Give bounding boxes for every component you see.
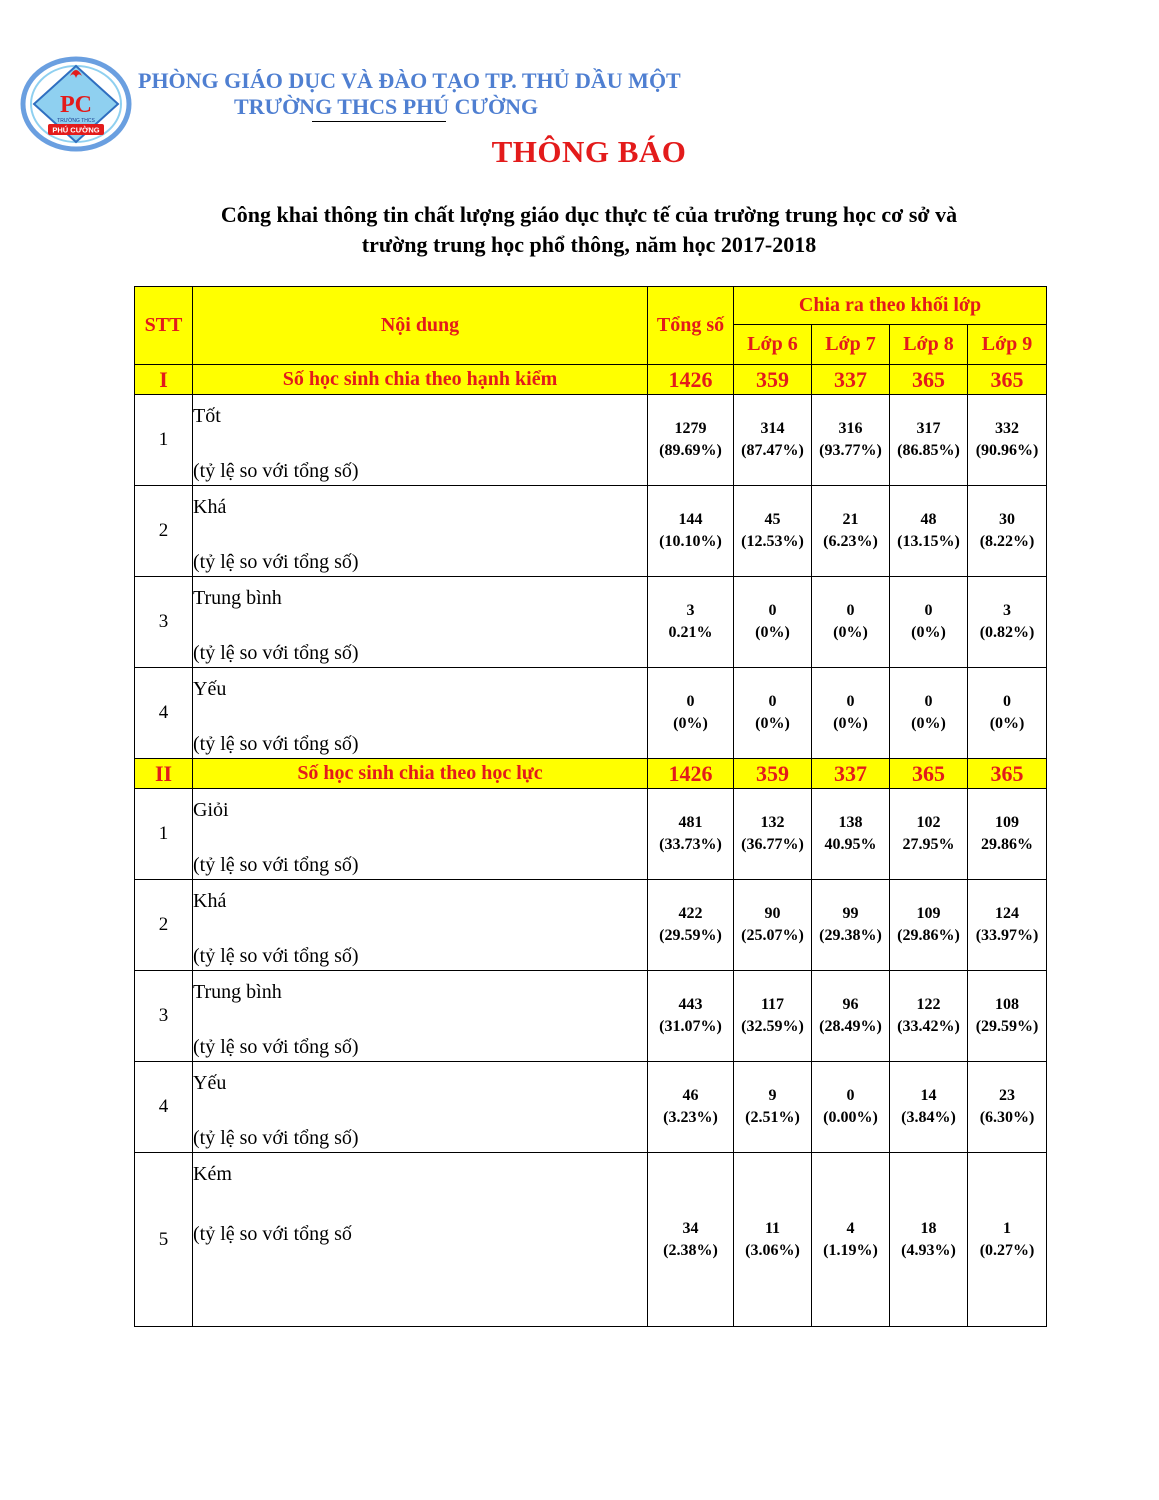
table-row: [135, 668, 1047, 759]
row-note: (tỷ lệ so với tổng số): [193, 733, 359, 755]
value-cell: [812, 880, 890, 971]
value-cell: [890, 486, 968, 577]
value-cell: [890, 395, 968, 486]
value-percent: (12.53%): [741, 533, 804, 550]
value-count: 96: [842, 996, 859, 1013]
value-percent: (29.59%): [975, 1018, 1039, 1035]
value-count: 314: [760, 420, 785, 437]
notice-subtitle: [0, 200, 1159, 260]
value-cell: [812, 668, 890, 759]
value-count: 132: [760, 814, 785, 831]
section-total: 1426: [648, 759, 734, 789]
quality-report-table: [134, 286, 1047, 1327]
value-cell: [812, 789, 890, 880]
value-percent: (0.27%): [979, 1241, 1035, 1259]
value-percent: (3.23%): [663, 1109, 718, 1126]
school-name-underline: [312, 121, 446, 122]
value-percent: 27.95%: [902, 836, 955, 853]
value-cell: [968, 395, 1047, 486]
logo-small-text: TRƯỜNG THCS: [57, 118, 95, 124]
value-count: 0: [846, 1087, 855, 1104]
section-total: 365: [890, 759, 968, 789]
value-percent: (3.06%): [745, 1241, 800, 1259]
table-row: [135, 971, 1047, 1062]
value-count: 34: [682, 1219, 699, 1237]
value-count: 23: [999, 1087, 1016, 1104]
row-category: Kém: [193, 1163, 232, 1185]
row-number: 1: [135, 789, 193, 880]
value-percent: (36.77%): [741, 836, 804, 853]
value-cell: [734, 789, 812, 880]
value-cell: [648, 971, 734, 1062]
value-cell: [648, 486, 734, 577]
notice-title: THÔNG BÁO: [491, 134, 687, 169]
value-cell: [812, 577, 890, 668]
value-percent: (0.00%): [823, 1109, 878, 1126]
row-content: [193, 486, 648, 577]
value-cell: [648, 395, 734, 486]
table-row: [135, 1062, 1047, 1153]
value-count: 3: [1003, 602, 1012, 619]
section-total: 337: [812, 365, 890, 395]
value-cell: [968, 1062, 1047, 1153]
value-percent: 29.86%: [981, 836, 1034, 853]
row-content: [193, 1062, 648, 1153]
table-row: [135, 395, 1047, 486]
value-count: 21: [842, 511, 859, 528]
row-category: Trung bình: [193, 981, 282, 1003]
value-count: 332: [995, 420, 1020, 437]
table-row: [135, 577, 1047, 668]
row-note: (tỷ lệ so với tổng số): [193, 642, 359, 664]
value-cell: [812, 1062, 890, 1153]
value-cell: [734, 486, 812, 577]
value-count: 0: [924, 602, 933, 619]
value-cell: [890, 577, 968, 668]
row-content: [193, 395, 648, 486]
section-total: 359: [734, 759, 812, 789]
value-percent: (89.69%): [659, 442, 722, 459]
value-percent: (8.22%): [979, 533, 1035, 550]
logo-initials: PC: [60, 92, 92, 118]
value-count: 481: [678, 814, 703, 831]
row-category: Tốt: [193, 405, 221, 427]
value-count: 102: [916, 814, 941, 831]
value-count: 1: [1003, 1219, 1012, 1237]
value-count: 0: [846, 693, 855, 710]
row-content: [193, 577, 648, 668]
section-number: II: [135, 759, 193, 789]
value-percent: (90.96%): [975, 442, 1039, 459]
academic-section: [135, 759, 1047, 1327]
subtitle-line-1: Công khai thông tin chất lượng giáo dục thực tế của trường trung học cơ sở và: [220, 202, 958, 227]
value-count: 0: [924, 693, 933, 710]
value-cell: [734, 1153, 812, 1327]
value-count: 18: [920, 1219, 937, 1237]
value-percent: (13.15%): [897, 533, 960, 550]
organization-name: [138, 68, 681, 120]
value-cell: [968, 486, 1047, 577]
header-grade: Lớp 8: [890, 325, 968, 365]
row-note: (tỷ lệ so với tổng số): [193, 1036, 359, 1058]
value-percent: (93.77%): [819, 442, 882, 459]
header-grade: Lớp 9: [968, 325, 1047, 365]
value-percent: (0%): [755, 715, 790, 732]
value-cell: [648, 1062, 734, 1153]
row-category: Giỏi: [193, 799, 229, 821]
value-count: 117: [760, 996, 785, 1013]
row-category: Yếu: [193, 1072, 227, 1094]
row-content: [193, 668, 648, 759]
header-stt: STT: [135, 287, 193, 365]
table-row: [135, 880, 1047, 971]
value-percent: (0%): [833, 624, 868, 641]
value-count: 443: [678, 996, 703, 1013]
value-cell: [812, 971, 890, 1062]
row-category: Khá: [193, 496, 227, 518]
value-count: 9: [768, 1087, 777, 1104]
value-count: 316: [838, 420, 863, 437]
value-count: 4: [846, 1219, 855, 1237]
table-row: [135, 486, 1047, 577]
value-count: 11: [764, 1219, 781, 1237]
value-count: 3: [686, 602, 695, 619]
value-percent: (28.49%): [819, 1018, 882, 1035]
table-row: [135, 1153, 1047, 1327]
value-cell: [812, 486, 890, 577]
value-cell: [890, 1153, 968, 1327]
value-percent: (29.38%): [819, 927, 882, 944]
table-row: [135, 789, 1047, 880]
value-percent: (29.86%): [897, 927, 960, 944]
row-category: Yếu: [193, 678, 227, 700]
value-cell: [648, 668, 734, 759]
header-total: Tổng số: [648, 287, 734, 365]
value-percent: (32.59%): [741, 1018, 804, 1035]
value-count: 90: [764, 905, 781, 922]
value-cell: [968, 1153, 1047, 1327]
value-cell: [890, 971, 968, 1062]
value-cell: [648, 577, 734, 668]
value-count: 422: [678, 905, 703, 922]
value-count: 109: [995, 814, 1020, 831]
section-total: 359: [734, 365, 812, 395]
value-cell: [734, 668, 812, 759]
row-note: (tỷ lệ so với tổng số): [193, 1127, 359, 1149]
section-total: 337: [812, 759, 890, 789]
value-count: 108: [995, 996, 1020, 1013]
row-content: [193, 789, 648, 880]
value-count: 0: [686, 693, 695, 710]
value-percent: (0.82%): [979, 624, 1035, 641]
row-note: (tỷ lệ so với tổng số): [193, 854, 359, 876]
value-percent: (25.07%): [741, 927, 804, 944]
row-content: [193, 880, 648, 971]
value-cell: [648, 1153, 734, 1327]
value-cell: [968, 789, 1047, 880]
value-cell: [734, 1062, 812, 1153]
section-total: 365: [968, 365, 1047, 395]
header-grade: Lớp 6: [734, 325, 812, 365]
value-count: 0: [846, 602, 855, 619]
value-percent: (4.93%): [901, 1241, 956, 1259]
value-percent: (86.85%): [897, 442, 960, 459]
value-percent: (6.30%): [979, 1109, 1035, 1126]
header-content: Nội dung: [193, 287, 648, 365]
value-count: 1279: [674, 420, 707, 437]
value-cell: [968, 577, 1047, 668]
row-note: (tỷ lệ so với tổng số): [193, 945, 359, 967]
logo-caption: PHÚ CƯỜNG: [52, 125, 100, 135]
section-label: Số học sinh chia theo học lực: [193, 759, 648, 789]
row-number: 4: [135, 668, 193, 759]
value-percent: (2.51%): [745, 1109, 800, 1126]
value-percent: (0%): [833, 715, 868, 732]
value-percent: (0%): [673, 715, 708, 732]
value-count: 0: [768, 602, 777, 619]
value-percent: (33.97%): [975, 927, 1039, 944]
value-cell: [734, 395, 812, 486]
value-count: 14: [920, 1087, 937, 1104]
value-percent: (0%): [755, 624, 790, 641]
header-grade-split: Chia ra theo khối lớp: [734, 287, 1047, 325]
row-number: 2: [135, 486, 193, 577]
department-name: PHÒNG GIÁO DỤC VÀ ĐÀO TẠO TP. THỦ DẦU MỘT: [138, 68, 681, 93]
section-number: I: [135, 365, 193, 395]
value-percent: (0%): [989, 715, 1025, 732]
row-content: [193, 1153, 648, 1327]
value-count: 317: [916, 420, 941, 437]
section-header-row: [135, 365, 1047, 395]
value-count: 144: [678, 511, 703, 528]
value-cell: [890, 880, 968, 971]
value-count: 0: [1003, 693, 1012, 710]
value-count: 45: [764, 511, 781, 528]
value-cell: [734, 880, 812, 971]
value-count: 138: [838, 814, 863, 831]
value-percent: 0.21%: [668, 624, 713, 641]
value-cell: [812, 395, 890, 486]
row-note: (tỷ lệ so với tổng số): [193, 460, 359, 482]
value-cell: [890, 1062, 968, 1153]
value-count: 109: [916, 905, 941, 922]
row-note: (tỷ lệ so với tổng số: [193, 1223, 352, 1245]
school-name: TRƯỜNG THCS PHÚ CƯỜNG: [234, 94, 539, 119]
section-total: 365: [968, 759, 1047, 789]
value-percent: (10.10%): [659, 533, 722, 550]
row-number: 3: [135, 971, 193, 1062]
conduct-section: [135, 365, 1047, 759]
value-percent: (29.59%): [659, 927, 722, 944]
section-label: Số học sinh chia theo hạnh kiểm: [193, 365, 648, 395]
value-cell: [890, 789, 968, 880]
value-count: 124: [995, 905, 1020, 922]
value-percent: (33.42%): [897, 1018, 960, 1035]
row-content: [193, 971, 648, 1062]
row-note: (tỷ lệ so với tổng số): [193, 551, 359, 573]
value-percent: (1.19%): [823, 1241, 878, 1259]
value-cell: [734, 971, 812, 1062]
row-number: 1: [135, 395, 193, 486]
section-header-row: [135, 759, 1047, 789]
value-cell: [734, 577, 812, 668]
value-count: 30: [999, 511, 1016, 528]
header-row: [135, 287, 1047, 325]
value-count: 46: [682, 1087, 699, 1104]
value-percent: 40.95%: [824, 836, 877, 853]
value-count: 48: [920, 511, 937, 528]
value-count: 122: [916, 996, 941, 1013]
value-cell: [648, 789, 734, 880]
value-percent: (2.38%): [663, 1241, 718, 1259]
value-cell: [968, 668, 1047, 759]
value-percent: (6.23%): [823, 533, 878, 550]
value-percent: (3.84%): [901, 1109, 956, 1126]
value-cell: [648, 880, 734, 971]
value-cell: [968, 971, 1047, 1062]
value-count: 99: [842, 905, 859, 922]
row-number: 4: [135, 1062, 193, 1153]
subtitle-line-2: trường trung học phổ thông, năm học 2017-2018: [361, 232, 817, 257]
section-total: 365: [890, 365, 968, 395]
value-percent: (87.47%): [741, 442, 804, 459]
value-cell: [812, 1153, 890, 1327]
header-grade: Lớp 7: [812, 325, 890, 365]
section-total: 1426: [648, 365, 734, 395]
value-percent: (33.73%): [659, 836, 722, 853]
value-percent: (0%): [911, 624, 946, 641]
value-percent: (31.07%): [659, 1018, 722, 1035]
value-cell: [890, 668, 968, 759]
row-number: 5: [135, 1153, 193, 1327]
value-percent: (0%): [911, 715, 946, 732]
value-count: 0: [768, 693, 777, 710]
row-category: Khá: [193, 890, 227, 912]
row-number: 3: [135, 577, 193, 668]
row-category: Trung bình: [193, 587, 282, 609]
row-number: 2: [135, 880, 193, 971]
value-cell: [968, 880, 1047, 971]
